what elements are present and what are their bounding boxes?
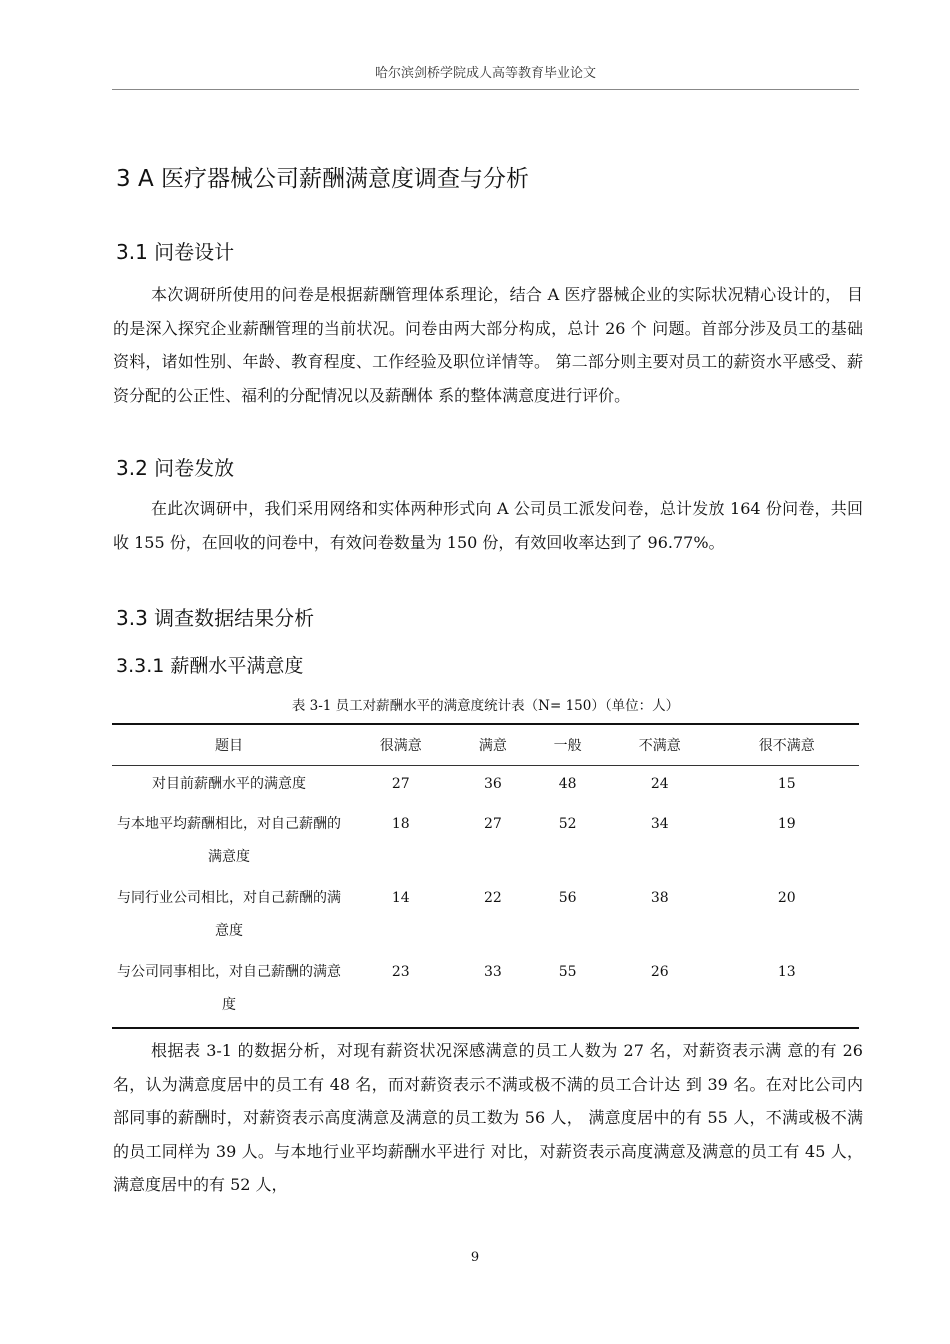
table-cell: 14: [391, 889, 410, 906]
header-rule: [112, 89, 859, 90]
table-cell: 38: [650, 889, 669, 906]
table-row: [112, 880, 859, 954]
table-cell: 56: [558, 889, 577, 906]
table-caption: 表 3-1 员工对薪酬水平的满意度统计表（N= 150）（单位：人）: [291, 698, 680, 714]
table-row: [112, 806, 859, 880]
header-dissatisfied: 不满意: [605, 724, 715, 766]
table-cell: 36: [484, 776, 502, 792]
table-cell: 23: [391, 963, 410, 980]
table-cell: 52: [558, 815, 577, 832]
table-cell: 48: [558, 776, 577, 792]
table-header-row: [112, 724, 859, 766]
table-cell: 24: [650, 776, 669, 792]
table-cell: 26: [650, 963, 669, 980]
table-cell: 22: [484, 889, 502, 906]
table-cell-question: 对目前薪酬水平的满意度: [152, 776, 306, 792]
table-row: [112, 766, 859, 806]
table-cell: 33: [484, 963, 502, 980]
header-satisfied: 满意: [456, 724, 531, 766]
header-very-dissatisfied: 很不满意: [715, 724, 859, 766]
table-cell-question: 与同行业公司相比，对自己薪酬的满意度: [117, 889, 341, 939]
header-very-satisfied: 很满意: [346, 724, 456, 766]
table-cell-question: 与公司同事相比，对自己薪酬的满意度: [117, 963, 341, 1013]
table-cell: 18: [391, 815, 410, 832]
table-cell: 19: [777, 815, 796, 832]
satisfaction-table: [112, 723, 859, 1029]
analysis-paragraph: 根据表 3-1 的数据分析，对现有薪资状况深感满意的员工人数为 27 名，对薪资表示满 意的有 26 名，认为满意度居中的员工有 48 名，而对薪资表示不满或极不满的员工合计达 到 39 名。在对比公司内部同事的薪酬时，对薪资表示高度满意及满意的员工数为 56 人， 满意度居中的有 55 人，不满或极不满的员工同样为 39 人。与本地行业平均薪酬水平进行 对比，对薪资表示高度满意及满意的员工有 45 人，满意度居中的有 52 人，: [113, 1041, 863, 1194]
table-cell: 13: [777, 963, 796, 980]
table-cell: 55: [558, 963, 577, 980]
section-3-3-title: 3.3 调查数据结果分析: [116, 606, 315, 630]
section-3-3-1-title: 3.3.1 薪酬水平满意度: [116, 655, 304, 677]
running-header: 哈尔滨剑桥学院成人高等教育毕业论文: [374, 66, 596, 81]
header-question: 题目: [112, 724, 346, 766]
header-neutral: 一般: [530, 724, 605, 766]
chapter-title: 3 A 医疗器械公司薪酬满意度调查与分析: [116, 166, 529, 192]
table-cell: 27: [391, 776, 410, 792]
section-3-2-paragraph: 在此次调研中，我们采用网络和实体两种形式向 A 公司员工派发问卷，总计发放 164 份问卷，共回收 155 份，在回收的问卷中，有效问卷数量为 150 份，有效回收率达到了 96.77%。: [113, 499, 863, 552]
page-number: 9: [470, 1250, 480, 1265]
table-cell: 34: [650, 815, 669, 832]
section-3-1-paragraph: 本次调研所使用的问卷是根据薪酬管理体系理论，结合 A 医疗器械企业的实际状况精心设计的， 目的是深入探究企业薪酬管理的当前状况。问卷由两大部分构成，总计 26 个 问题。首部分涉及员工的基础资料，诸如性别、年龄、教育程度、工作经验及职位详情等。 第二部分则主要对员工的薪资水平感受、薪资分配的公正性、福利的分配情况以及薪酬体 系的整体满意度进行评价。: [113, 285, 863, 405]
table-cell: 15: [777, 776, 796, 792]
table-row: [112, 954, 859, 1028]
section-3-1-title: 3.1 问卷设计: [116, 240, 235, 264]
table-cell: 27: [484, 815, 502, 832]
table-cell: 20: [777, 889, 796, 906]
section-3-2-title: 3.2 问卷发放: [116, 456, 235, 480]
table-cell-question: 与本地平均薪酬相比，对自己薪酬的满意度: [117, 815, 341, 865]
